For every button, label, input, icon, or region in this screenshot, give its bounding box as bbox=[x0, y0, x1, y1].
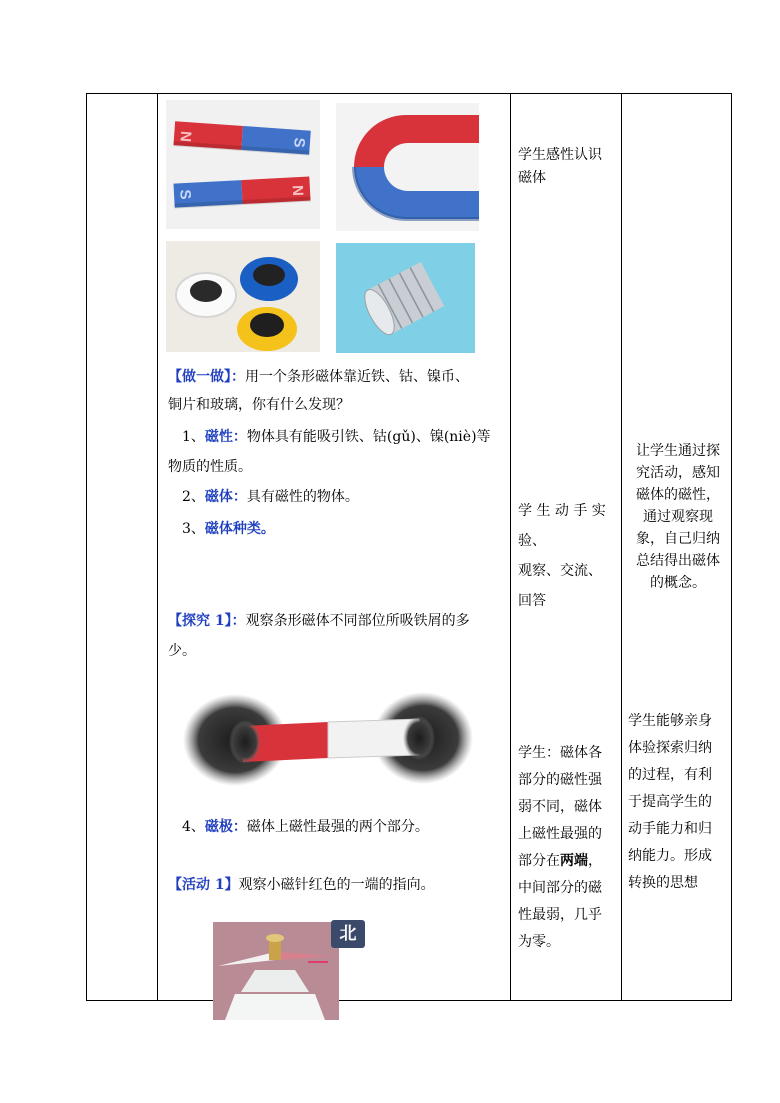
round-magnets-figure bbox=[166, 241, 320, 352]
item4-text: 磁体上磁性最强的两个部分。 bbox=[246, 819, 429, 835]
col4-block1-line2: 究活动，感知 bbox=[636, 465, 720, 481]
col4-block2-line7: 转换的思想 bbox=[628, 875, 698, 891]
col4-block1-line1: 让学生通过探 bbox=[636, 443, 720, 459]
item3-term: 磁体种类。 bbox=[204, 521, 275, 537]
col3-block3-line7: 性最弱，几乎 bbox=[518, 907, 602, 923]
item1-text-1: 物体具有能吸引铁、钴(gǔ)、镍(niè)等 bbox=[246, 429, 491, 445]
col3-block1-line1: 学生感性认识 bbox=[518, 147, 602, 163]
col3-block1-line2: 磁体 bbox=[518, 170, 546, 186]
col3-block3-line4: 上磁性最强的 bbox=[518, 826, 602, 842]
col3-block3-line3: 弱不同，磁体 bbox=[518, 799, 602, 815]
col4-block2-line1: 学生能够亲身 bbox=[628, 713, 712, 729]
col4-block2-line4: 于提高学生的 bbox=[628, 794, 712, 810]
magnet-label-s-top: S bbox=[290, 136, 308, 149]
item2-term: 磁体 bbox=[204, 489, 233, 505]
item1-line-1 bbox=[182, 426, 491, 448]
item4-line bbox=[182, 816, 429, 838]
north-badge-text: 北 bbox=[339, 924, 357, 944]
col4-block2-line3: 的过程，有利 bbox=[628, 767, 712, 783]
col4-block2 bbox=[628, 708, 728, 897]
column-divider-1 bbox=[157, 93, 158, 1001]
item1-colon: ： bbox=[232, 429, 247, 445]
magnet-label-n-top: N bbox=[176, 130, 195, 143]
col3-block3-line5c: ， bbox=[588, 853, 602, 869]
compass-needle-figure bbox=[213, 922, 339, 1020]
do-it-text-1: 用一个条形磁体靠近铁、钴、镍币、 bbox=[245, 369, 469, 385]
do-it-label: 【做一做】 bbox=[168, 369, 231, 385]
bar-magnets-figure bbox=[166, 100, 320, 229]
north-badge bbox=[331, 920, 365, 948]
item2-text: 具有磁性的物体。 bbox=[246, 489, 359, 505]
cylinder-magnets-figure bbox=[336, 243, 475, 353]
item4-term: 磁极 bbox=[204, 819, 233, 835]
col4-block2-line6: 纳能力。形成 bbox=[628, 848, 712, 864]
horseshoe-magnet-figure bbox=[336, 103, 479, 231]
column-divider-2 bbox=[510, 93, 511, 1001]
item3-line bbox=[182, 518, 275, 540]
col4-block1-line5: 象，自己归纳 bbox=[636, 531, 720, 547]
do-it-line-1 bbox=[168, 366, 469, 388]
activity-label: 【活动 1】 bbox=[168, 877, 239, 893]
col4-block1-line7: 的概念。 bbox=[650, 575, 706, 591]
item4-colon: ： bbox=[232, 819, 247, 835]
col3-block3-line5 bbox=[518, 848, 616, 875]
item2-num: 2、 bbox=[182, 489, 205, 505]
col3-block3-line6: 中间部分的磁 bbox=[518, 880, 602, 896]
explore-text-1: 观察条形磁体不同部位所吸铁屑的多 bbox=[245, 613, 470, 629]
column-divider-3 bbox=[621, 93, 622, 1001]
item3-num: 3、 bbox=[182, 521, 205, 537]
col3-block2-line2: 验、 bbox=[518, 533, 546, 549]
col3-block3-line8: 为零。 bbox=[518, 934, 560, 950]
col3-block3 bbox=[518, 740, 616, 956]
activity-line bbox=[168, 874, 435, 896]
do-it-line-2: 铜片和玻璃，你有什么发现？ bbox=[168, 397, 350, 413]
col4-block1-line4: 通过观察现 bbox=[643, 509, 713, 525]
item1-line-2: 物质的性质。 bbox=[168, 459, 252, 475]
col3-block2-line1: 学 生 动 手 实 bbox=[518, 503, 606, 519]
do-it-colon: ： bbox=[231, 369, 245, 385]
col4-block2-line5: 动手能力和归 bbox=[628, 821, 712, 837]
col4-block1-line6: 总结得出磁体 bbox=[636, 553, 720, 569]
iron-filings-figure bbox=[183, 684, 473, 802]
col3-block3-line1: 学生：磁体各 bbox=[518, 745, 602, 761]
item1-num: 1、 bbox=[182, 429, 205, 445]
explore-colon: ： bbox=[231, 613, 246, 629]
col3-block3-line5a: 部分在 bbox=[518, 853, 560, 869]
col3-block2-line4: 回答 bbox=[518, 593, 546, 609]
col3-block2 bbox=[518, 496, 616, 616]
item4-num: 4、 bbox=[182, 819, 205, 835]
col3-block3-line5b: 两端 bbox=[560, 853, 588, 869]
explore-line-1 bbox=[168, 610, 470, 632]
magnet-label-n-bottom: N bbox=[288, 184, 307, 197]
col4-block2-line2: 体验探索归纳 bbox=[628, 740, 712, 756]
magnet-label-s-bottom: S bbox=[176, 189, 194, 200]
item1-term: 磁性 bbox=[204, 429, 233, 445]
item2-colon: ： bbox=[232, 489, 247, 505]
col3-block3-line2: 部分的磁性强 bbox=[518, 772, 602, 788]
col3-block1 bbox=[518, 144, 616, 190]
explore-label: 【探究 1】 bbox=[168, 613, 232, 629]
col4-block1 bbox=[628, 440, 728, 594]
item2-line bbox=[182, 486, 359, 508]
col4-block1-line3: 磁体的磁性， bbox=[636, 487, 720, 503]
activity-text: 观察小磁针红色的一端的指向。 bbox=[238, 877, 435, 893]
col3-block2-line3: 观察、交流、 bbox=[518, 563, 602, 579]
explore-line-2: 少。 bbox=[168, 643, 196, 659]
